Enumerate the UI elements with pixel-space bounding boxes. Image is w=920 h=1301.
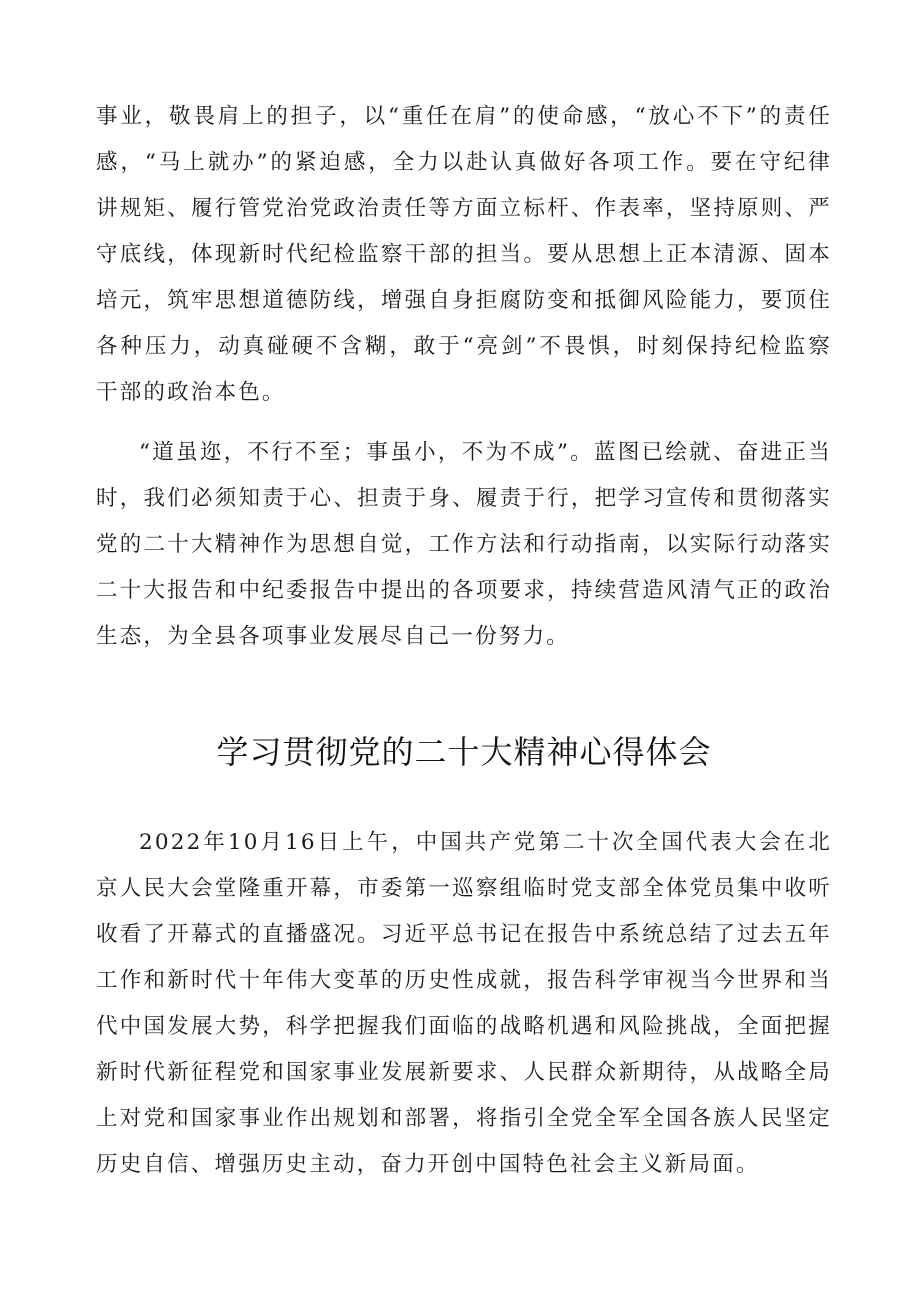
body-paragraph-3: 2022年10月16日上午，中国共产党第二十次全国代表大会在北京人民大会堂隆重开幕，市委第一巡察组临时党支部全体党员集中收听收看了开幕式的直播盛况。习近平总书记在报告中系统总结了过去五年工作和新时代十年伟大变革的历史性成就，报告科学审视当今世界和当代中国发展大势，科学把握我们面临的战略机遇和风险挑战，全面把握新时代新征程党和国家事业发展新要求、人民群众新期待，从战略全局上对党和国家事业作出规划和部署，将指引全党全军全国各族人民坚定历史自信、增强历史主动，奋力开创中国特色社会主义新局面。 — [96, 830, 832, 1177]
section-title: 学习贯彻党的二十大精神心得体会 — [216, 733, 712, 771]
body-paragraph-1: 事业，敬畏肩上的担子，以“重任在肩”的使命感，“放心不下”的责任感，“马上就办”的紧迫感，全力以赴认真做好各项工作。要在守纪律讲规矩、履行管党治党政治责任等方面立标杆、作表率，坚持原则、严守底线，体现新时代纪检监察干部的担当。要从思想上正本清源、固本培元，筑牢思想道德防线，增强自身拒腐防变和抵御风险能力，要顶住各种压力，动真碰硬不含糊，敢于“亮剑”不畏惧，时刻保持纪检监察干部的政治本色。 — [96, 104, 832, 405]
body-paragraph-2: “道虽迩，不行不至；事虽小，不为不成”。蓝图已绘就、奋进正当时，我们必须知责于心、担责于身、履责于行，把学习宣传和贯彻落实党的二十大精神作为思想自觉，工作方法和行动指南，以实际行动落实二十大报告和中纪委报告中提出的各项要求，持续营造风清气正的政治生态，为全县各项事业发展尽自己一份努力。 — [96, 440, 832, 649]
